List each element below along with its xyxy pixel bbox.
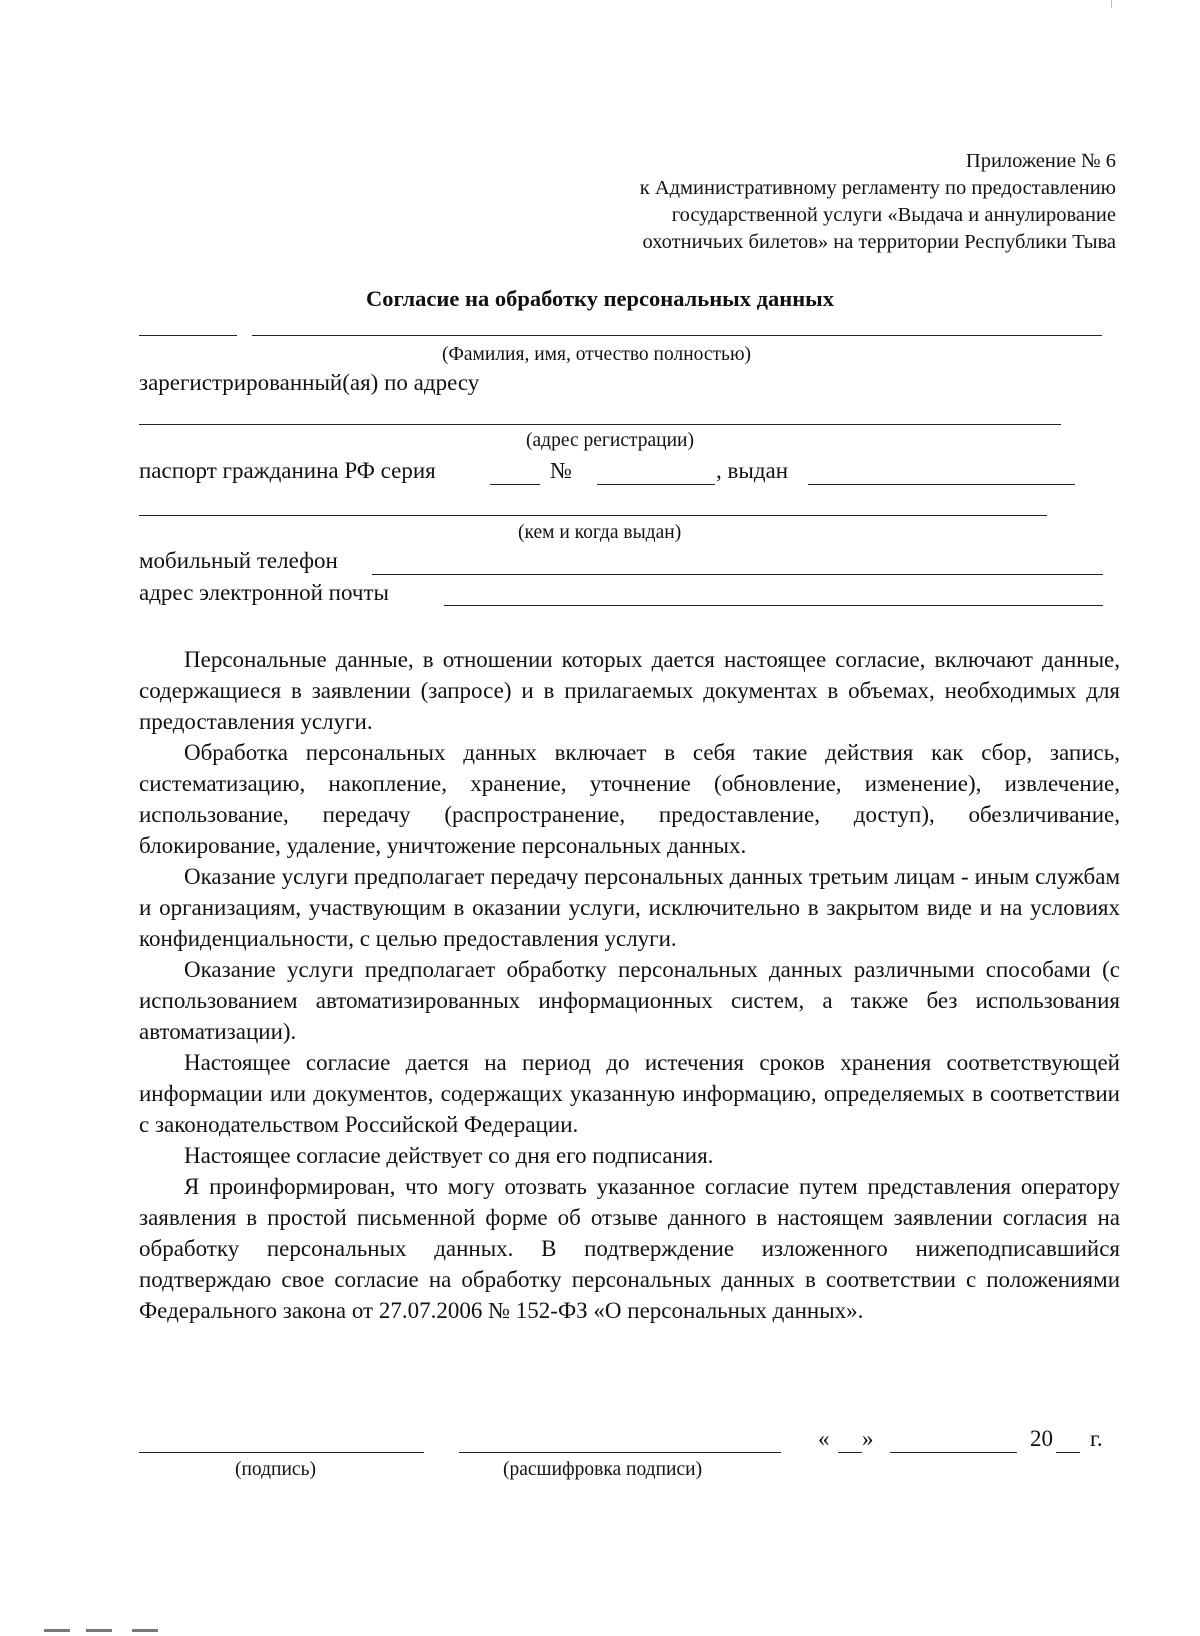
date-quote-close: » [862,1426,874,1451]
date-quote-open: « [818,1426,830,1451]
appendix-line: к Административному регламенту по предоставлению [639,177,1116,199]
issued-by-caption: (кем и когда выдан) [518,522,682,543]
paragraph: Персональные данные, в отношении которых дается настоящее согласие, включают данные, содержащиеся в заявлении (запросе) и в прилагаемых документах в объемах, необходимых для предоставления услуги. [139,647,1120,734]
passport-issued-label: , выдан [716,458,789,483]
scan-artifact [44,1629,70,1632]
registration-address-caption: (адрес регистрации) [526,430,694,451]
registration-address-line [139,424,1061,425]
passport-number-sign: № [550,458,572,483]
passport-number-line [597,484,715,485]
signature-line [139,1452,424,1453]
paragraph: Настоящее согласие дается на период до истечения сроков хранения соответствующей информации или документов, содержащих указанную информацию, определяемых в соответствии с законодательством Российской Федерации. [139,1050,1120,1137]
paragraph: Настоящее согласие действует со дня его подписания. [184,1143,714,1168]
registered-address-label: зарегистрированный(ая) по адресу [139,370,480,395]
date-year-prefix: 20 [1030,1426,1053,1451]
date-month-line [890,1452,1017,1453]
signature-decoding-line [459,1452,781,1453]
scan-artifact [86,1629,112,1632]
full-name-caption: (Фамилия, имя, отчество полностью) [442,344,752,365]
full-name-line [252,335,1102,336]
mobile-phone-label: мобильный телефон [139,548,338,573]
signature-decoding-caption: (расшифровка подписи) [503,1459,703,1480]
paragraph: Оказание услуги предполагает передачу персональных данных третьим лицам - иным службам и организациям, участвующим в оказании услуги, исключительно в закрытом виде и на условиях конфиденциальности, с целью предоставления услуги. [139,864,1120,951]
consent-body [139,644,1120,1326]
document-title: Согласие на обработку персональных данных [365,286,834,311]
passport-issued-line [808,484,1075,485]
mobile-phone-line [372,574,1103,575]
paragraph: Обработка персональных данных включает в себя такие действия как сбор, запись, систематизацию, накопление, хранение, уточнение (обновление, изменение), извлечение, использование, передачу (распространение, предоставление, доступ), обезличивание, блокирование, удаление, уничтожение персональных данных. [139,740,1120,858]
signature-caption: (подпись) [235,1459,316,1480]
date-year-suffix: г. [1090,1426,1103,1451]
appendix-line: Приложение № 6 [965,150,1116,172]
appendix-line: охотничьих билетов» на территории Республики Тыва [642,231,1116,253]
scan-mark [1111,0,1112,8]
date-year-line [1056,1452,1080,1453]
passport-series-line [490,484,540,485]
scan-artifact [132,1629,158,1632]
paragraph: Оказание услуги предполагает обработку персональных данных различными способами (с использованием автоматизированных информационных систем, а также без использования автоматизации). [139,957,1120,1044]
paragraph: Я проинформирован, что могу отозвать указанное согласие путем представления оператору заявления в простой письменной форме об отзыве данного в настоящем заявлении согласия на обработку персональных данных. В подтверждение изложенного нижеподписавшийся подтверждаю свое согласие на обработку персональных данных в соответствии с положениями Федерального закона от 27.07.2006 № 152-ФЗ «О персональных данных». [139,1174,1120,1323]
appendix-line: государственной услуги «Выдача и аннулирование [671,204,1116,226]
email-line [444,605,1103,606]
passport-series-label: паспорт гражданина РФ серия [139,458,436,483]
appendix-header [396,148,1116,256]
email-label: адрес электронной почты [139,580,389,605]
issued-by-line [139,515,1047,516]
date-day-line [838,1452,862,1453]
full-name-line-segment [139,335,237,336]
